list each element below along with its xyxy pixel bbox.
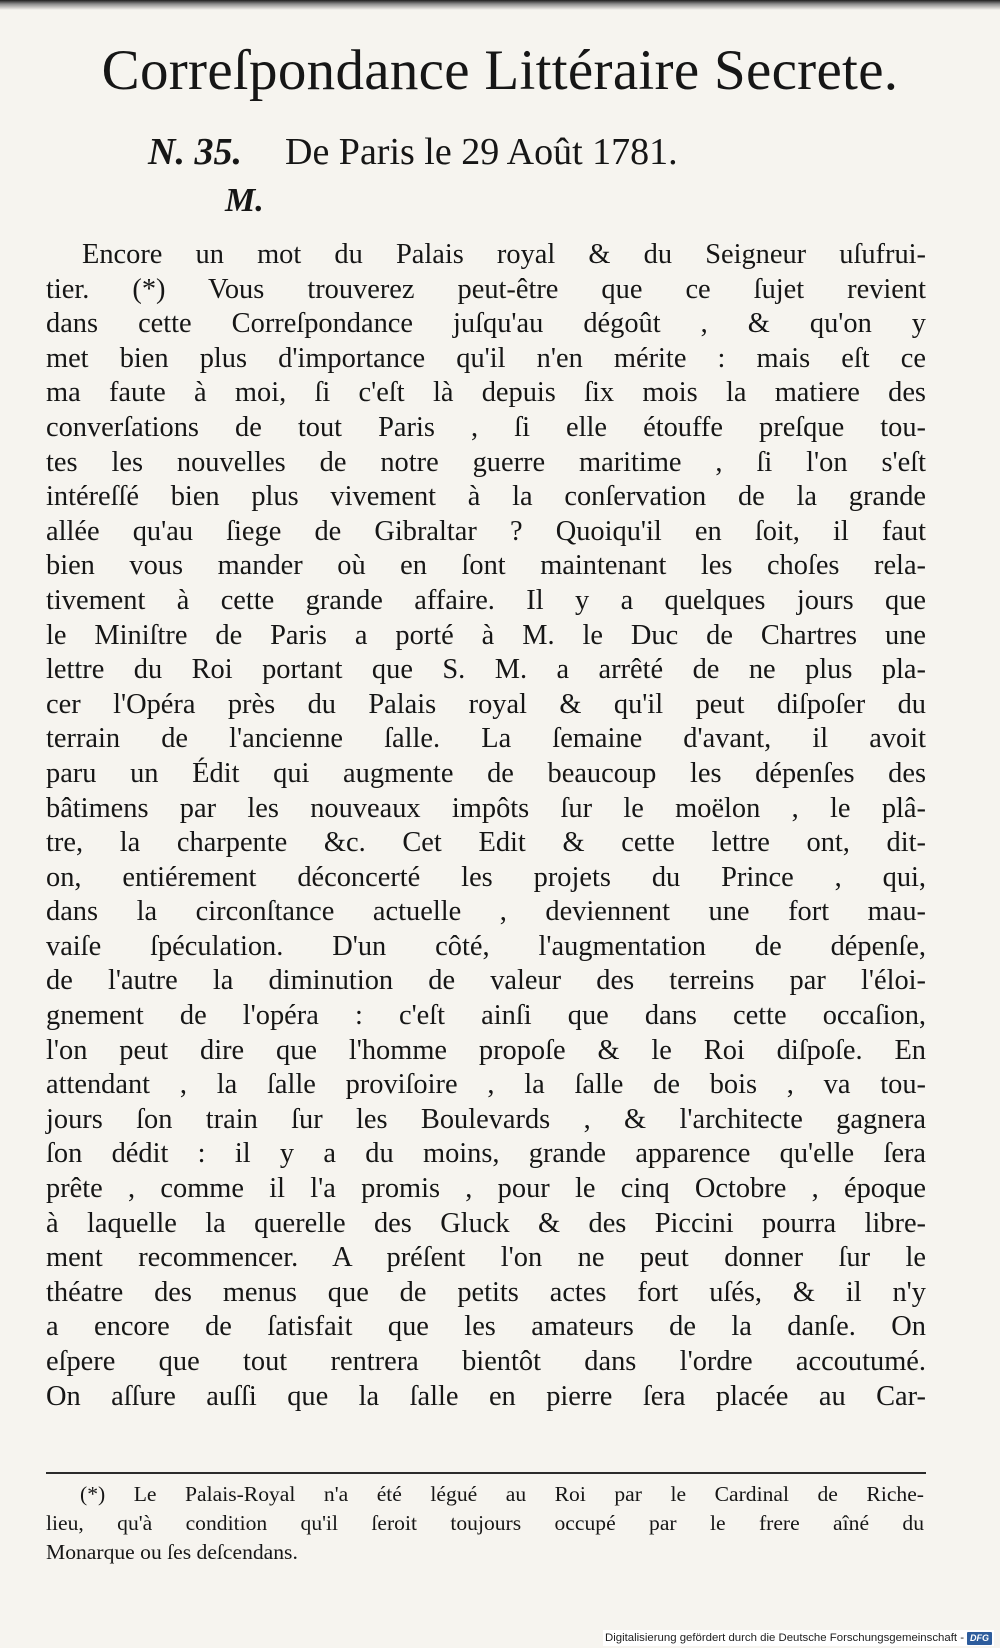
place-and-date: De Paris le 29 Août 1781. bbox=[285, 131, 678, 173]
footnote-line: Monarque ou ſes deſcendans. bbox=[46, 1540, 298, 1564]
scan-edge-shadow bbox=[0, 0, 1000, 10]
footnote bbox=[46, 1480, 924, 1567]
footnote-line: lieu, qu'à condition qu'il ſeroit toujours occupé par le frere aîné du bbox=[46, 1511, 924, 1535]
body-line: a encore de ſatisfait que les amateurs de la danſe. On bbox=[46, 1311, 926, 1343]
footnote-divider bbox=[46, 1472, 926, 1474]
body-line: bien vous mander où en ſont maintenant les choſes rela- bbox=[46, 550, 926, 582]
digitization-credit bbox=[603, 1630, 994, 1646]
article-body bbox=[46, 238, 926, 1414]
body-line: gnement de l'opéra : c'eſt ainſi que dans cette occaſion, bbox=[46, 1000, 926, 1032]
newsletter-title: Correſpondance Littéraire Secrete. bbox=[101, 39, 899, 102]
body-line: dans la circonſtance actuelle , deviennent une fort mau- bbox=[46, 896, 926, 928]
body-line: jours ſon train ſur les Boulevards , & l'architecte gagnera bbox=[46, 1103, 926, 1135]
body-line: met bien plus d'importance qu'il n'en mérite : mais eſt ce bbox=[46, 342, 926, 374]
dateline bbox=[0, 128, 1000, 178]
body-line: On aſſure auſſi que la ſalle en pierre ſera placée au Car- bbox=[46, 1380, 926, 1412]
body-line: à laquelle la querelle des Gluck & des Piccini pourra libre- bbox=[46, 1207, 926, 1239]
body-line: allée qu'au ſiege de Gibraltar ? Quoiqu'il en ſoit, il faut bbox=[46, 515, 926, 547]
body-line: tivement à cette grande affaire. Il y a quelques jours que bbox=[46, 584, 926, 616]
body-line: attendant , la ſalle proviſoire , la ſalle de bois , va tou- bbox=[46, 1069, 926, 1101]
body-line: eſpere que tout rentrera bientôt dans l'ordre accoutumé. bbox=[46, 1346, 926, 1377]
body-line: le Miniſtre de Paris a porté à M. le Duc de Chartres une bbox=[46, 619, 926, 651]
body-line: tes les nouvelles de notre guerre maritime , ſi l'on s'eſt bbox=[46, 446, 926, 478]
body-line: on, entiérement déconcerté les projets du Prince , qui, bbox=[46, 861, 926, 893]
body-line: terrain de l'ancienne ſalle. La ſemaine d'avant, il avoit bbox=[46, 723, 926, 755]
credit-text: Digitalisierung gefördert durch die Deutsche Forschungsgemeinschaft - bbox=[605, 1632, 964, 1644]
body-line: intéreſſé bien plus vivement à la conſervation de la grande bbox=[46, 481, 926, 513]
body-line: dans cette Correſpondance juſqu'au dégoût , & qu'on y bbox=[46, 308, 926, 340]
body-line: ment recommencer. A préſent l'on ne peut donner ſur le bbox=[46, 1242, 926, 1274]
body-line: de l'autre la diminution de valeur des terreins par l'éloi- bbox=[46, 965, 926, 997]
body-line: ſon dédit : il y a du moins, grande apparence qu'elle ſera bbox=[46, 1138, 926, 1170]
body-line: ma faute à moi, ſi c'eſt là depuis ſix mois la matiere des bbox=[46, 377, 926, 409]
body-line: tier. (*) Vous trouverez peut-être que ce ſujet revient bbox=[46, 273, 926, 305]
body-line: tre, la charpente &c. Cet Edit & cette lettre ont, dit- bbox=[46, 827, 926, 859]
body-line: cer l'Opéra près du Palais royal & qu'il peut diſpoſer du bbox=[46, 688, 926, 720]
body-line: prête , comme il l'a promis , pour le cinq Octobre , époque bbox=[46, 1173, 926, 1205]
body-line: lettre du Roi portant que S. M. a arrêté de ne plus pla- bbox=[46, 654, 926, 686]
body-line: paru un Édit qui augmente de beaucoup les dépenſes des bbox=[46, 757, 926, 789]
dfg-logo: DFG bbox=[967, 1632, 992, 1645]
body-line: converſations de tout Paris , ſi elle étouffe preſque tou- bbox=[46, 411, 926, 443]
body-line: Encore un mot du Palais royal & du Seigneur uſufrui- bbox=[82, 239, 926, 270]
footnote-line: (*) Le Palais-Royal n'a été légué au Roi par le Cardinal de Riche- bbox=[80, 1482, 924, 1506]
body-line: vaiſe ſpéculation. D'un côté, l'augmentation de dépenſe, bbox=[46, 930, 926, 962]
issue-number: N. 35. bbox=[148, 131, 242, 173]
body-line: théatre des menus que de petits actes fort uſés, & il n'y bbox=[46, 1276, 926, 1308]
body-line: bâtimens par les nouveaux impôts ſur le moëlon , le plâ- bbox=[46, 792, 926, 824]
salutation: M. bbox=[225, 182, 264, 219]
body-line: l'on peut dire que l'homme propoſe & le Roi diſpoſe. En bbox=[46, 1034, 926, 1066]
